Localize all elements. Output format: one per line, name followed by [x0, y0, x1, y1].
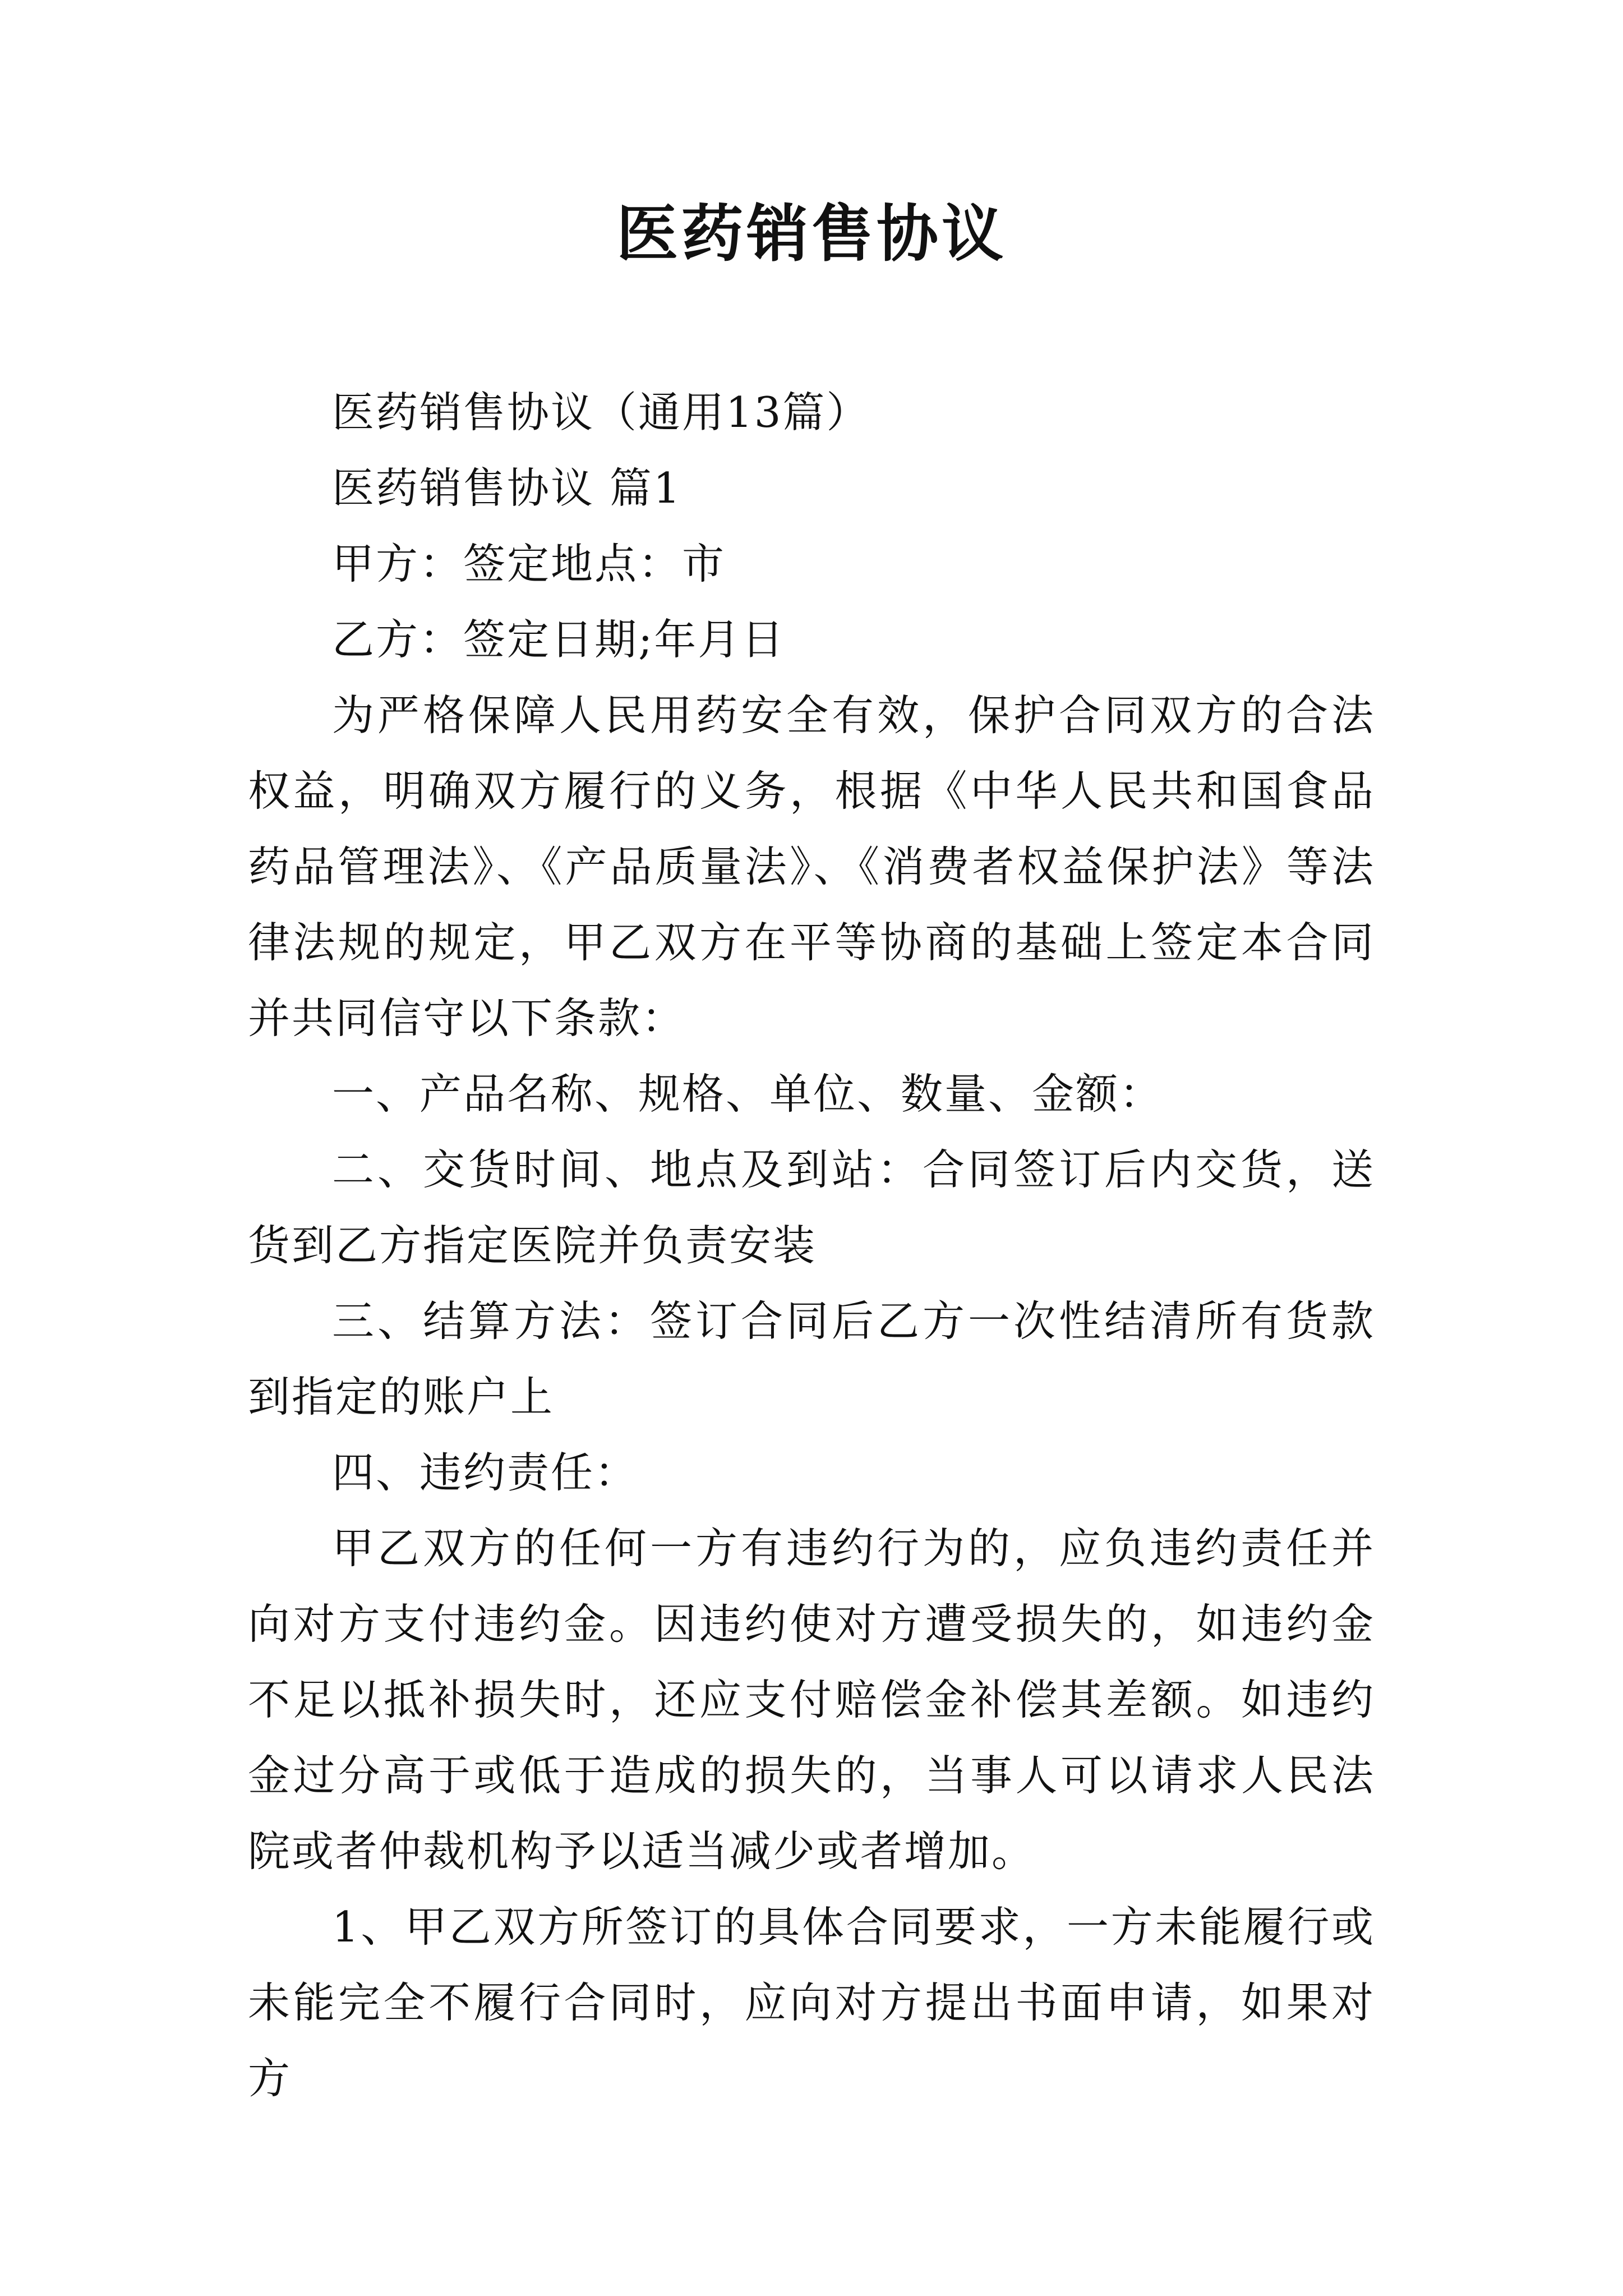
document-body [248, 375, 1375, 2116]
clause-3-paragraph: 三、结算方法：签订合同后乙方一次性结清所有货款到指定的账户上 [248, 1296, 1375, 1421]
liability-paragraph: 甲乙双方的任何一方有违约行为的，应负违约责任并向对方支付违约金。因违约使对方遭受损失的，如违约金不足以抵补损失时，还应支付赔偿金补偿其差额。如违约金过分高于或低于造成的损失的，当事人可以请求人民法院或者仲裁机构予以适当减少或者增加。 [248, 1524, 1375, 1876]
document-title: 医药销售协议 [616, 197, 1007, 270]
party-a-line: 甲方：签定地点：市 [332, 539, 726, 588]
subtitle-paragraph: 医药销售协议（通用13篇） [332, 388, 870, 437]
liability-item-1-paragraph: 1、甲乙双方所签订的具体合同要求，一方未能履行或未能完全不履行合同时，应向对方提出书面申请，如果对方 [248, 1902, 1375, 2103]
preamble-paragraph: 为严格保障人民用药安全有效，保护合同双方的合法权益，明确双方履行的义务，根据《中华人民共和国食品药品管理法》、《产品质量法》、《消费者权益保护法》等法律法规的规定，甲乙双方在平等协商的基础上签定本合同并共同信守以下条款： [248, 691, 1375, 1043]
clause-4-heading: 四、违约责任： [332, 1448, 639, 1497]
clause-1-paragraph: 一、产品名称、规格、单位、数量、金额： [332, 1069, 1164, 1119]
section-heading: 医药销售协议 篇1 [332, 463, 682, 513]
clause-2-paragraph: 二、交货时间、地点及到站：合同签订后内交货，送货到乙方指定医院并负责安装 [248, 1145, 1375, 1270]
party-b-line: 乙方：签定日期;年月日 [332, 615, 786, 664]
